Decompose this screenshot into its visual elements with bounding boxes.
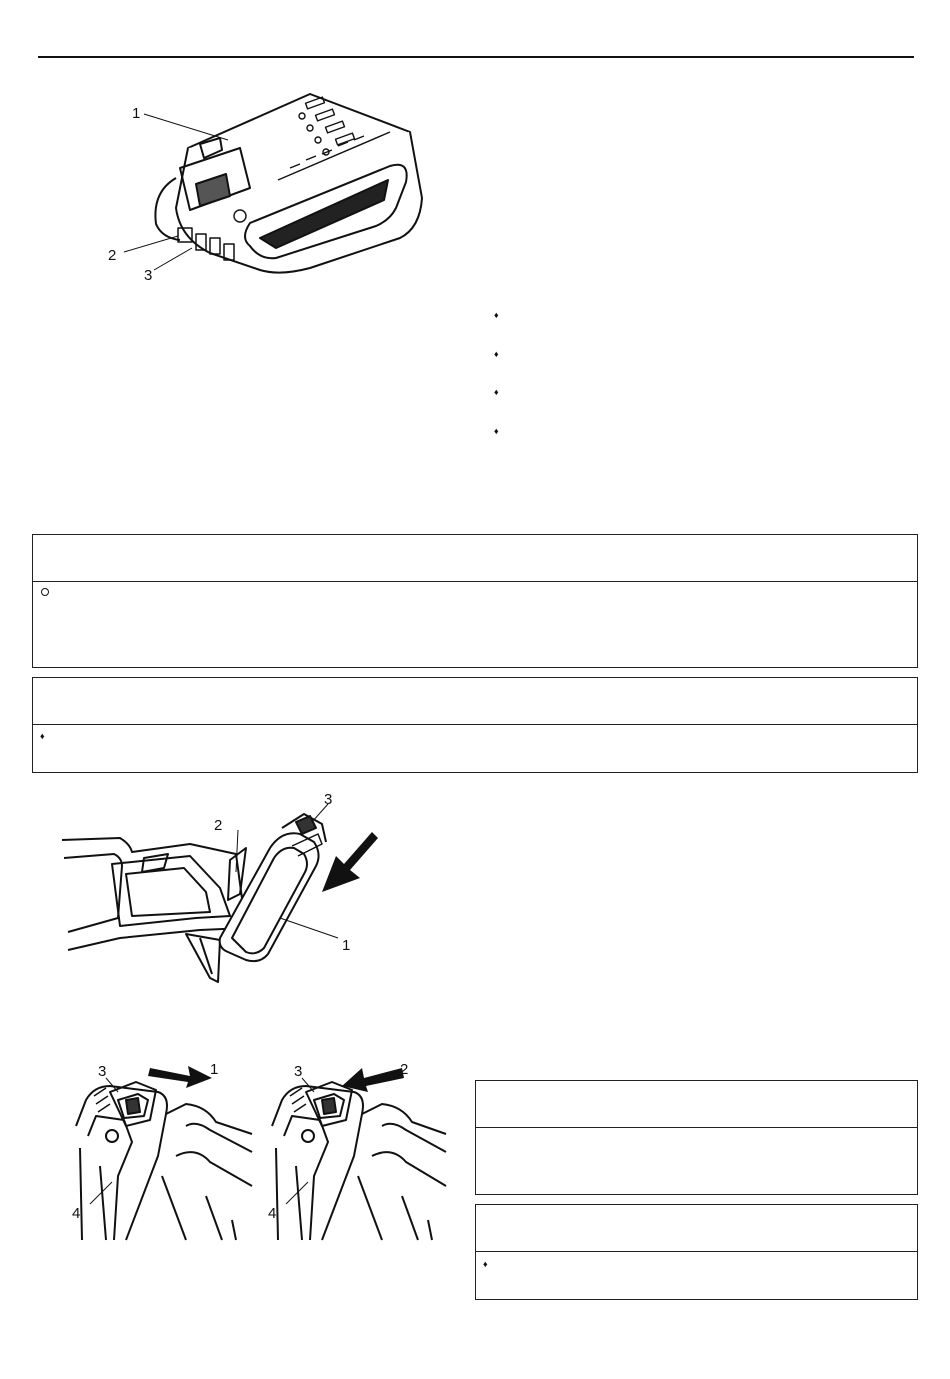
release-right-callout-2: 2 bbox=[400, 1061, 409, 1078]
release-right-callout-4: 4 bbox=[268, 1205, 277, 1222]
notice-box-heading bbox=[476, 1081, 917, 1128]
release-right-callout-3: 3 bbox=[294, 1063, 303, 1080]
notice-box-caution bbox=[32, 534, 918, 668]
notice-box-heading bbox=[476, 1205, 917, 1252]
insert-callout-1: 1 bbox=[342, 937, 351, 954]
notice-box-warning bbox=[475, 1080, 918, 1195]
diamond-bullet-icon: ♦ bbox=[40, 731, 45, 741]
diamond-bullet-icon: ♦ bbox=[483, 1259, 488, 1269]
diamond-bullet-icon: ♦ bbox=[494, 310, 499, 320]
battery-callout-3: 3 bbox=[144, 267, 153, 284]
notice-box-note-2 bbox=[475, 1204, 918, 1300]
diamond-bullet-icon: ♦ bbox=[494, 348, 499, 359]
release-left-callout-1: 1 bbox=[210, 1061, 219, 1078]
diamond-bullet-icon: ♦ bbox=[494, 387, 499, 397]
release-left-callout-4: 4 bbox=[72, 1205, 81, 1222]
diamond-bullet-icon: ♦ bbox=[494, 425, 499, 436]
circle-bullet-icon bbox=[41, 588, 49, 596]
insert-battery-figure bbox=[60, 788, 380, 988]
release-left-callout-3: 3 bbox=[98, 1063, 107, 1080]
battery-callout-2: 2 bbox=[108, 247, 117, 264]
battery-figure bbox=[100, 88, 440, 288]
battery-callout-1: 1 bbox=[132, 105, 141, 122]
notice-box-note bbox=[32, 677, 918, 773]
notice-box-heading bbox=[33, 535, 917, 582]
header-rule bbox=[38, 56, 914, 58]
release-figure-right bbox=[262, 1056, 452, 1246]
insert-callout-3: 3 bbox=[324, 791, 333, 808]
release-figure-left bbox=[66, 1056, 256, 1246]
insert-callout-2: 2 bbox=[214, 817, 223, 834]
notice-box-heading bbox=[33, 678, 917, 725]
